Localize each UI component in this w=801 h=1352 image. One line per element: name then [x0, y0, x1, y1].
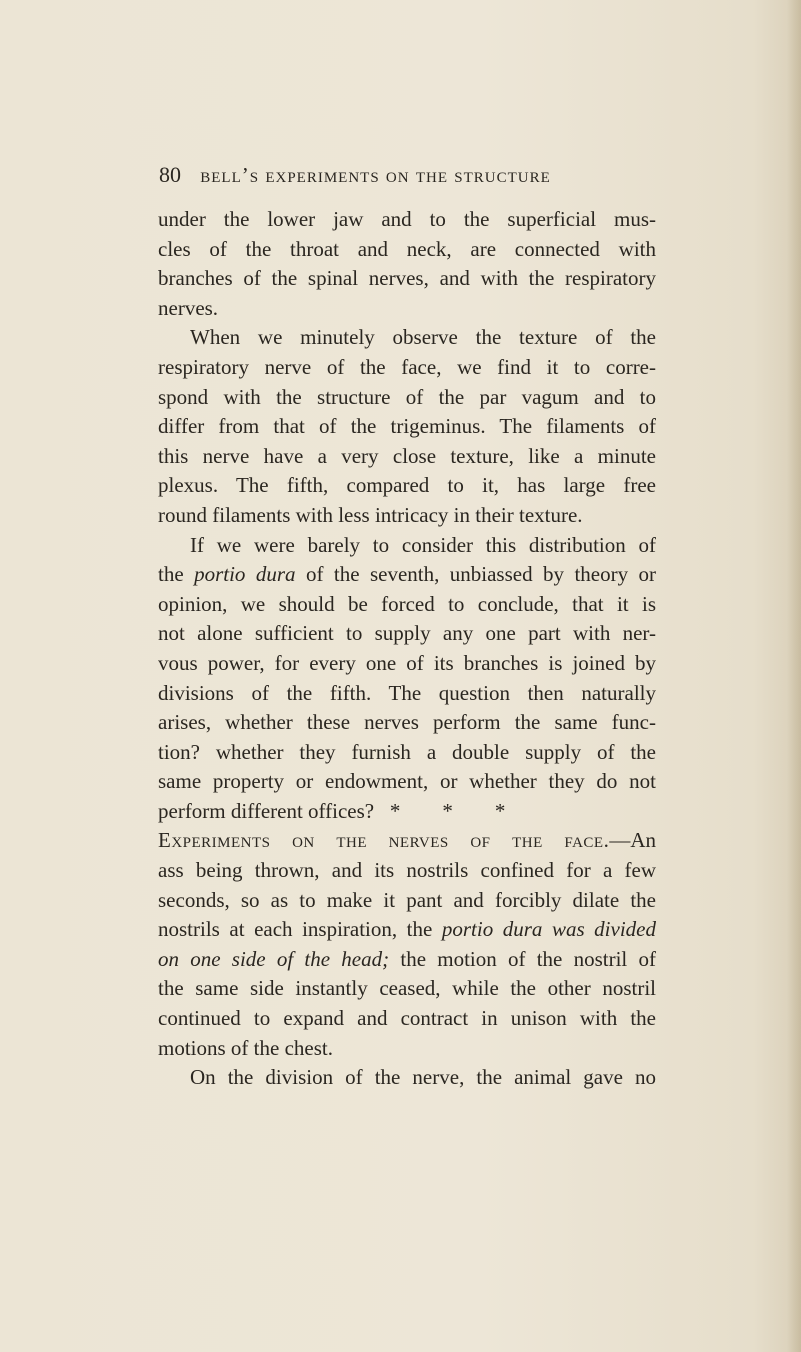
page-edge-shadow: [787, 0, 801, 1352]
text-line: opinion, we should be forced to conclude, that it is: [158, 591, 656, 616]
text-run: of the seventh, unbiassed by theory or: [295, 562, 657, 587]
text-line: [158, 945, 656, 975]
section-heading: Experiments on the nerves of the face.: [158, 828, 610, 853]
text-line: branches of the spinal nerves, and with the respiratory: [158, 266, 656, 291]
text-run: —An: [609, 828, 656, 853]
text-line: tion? whether they furnish a double supply of the: [158, 739, 656, 764]
text-line: respiratory nerve of the face, we find it to corre-: [158, 354, 656, 379]
text-line: nerves.: [158, 295, 219, 320]
text-run: perform different offices?: [158, 798, 375, 823]
text-line: spond with the structure of the par vagum and to: [158, 384, 656, 409]
text-line: arises, whether these nerves perform the same func-: [158, 710, 656, 735]
text-line: On the division of the nerve, the animal gave no: [190, 1065, 656, 1090]
text-run: the: [158, 562, 195, 587]
text-line: the same side instantly ceased, while the other nostril: [158, 976, 656, 1001]
italic-term: portio dura: [194, 562, 296, 587]
text-line: If we were barely to consider this distribution of: [190, 532, 656, 557]
text-line: this nerve have a very close texture, like a minute: [158, 443, 656, 468]
text-line: vous power, for every one of its branches is joined by: [158, 650, 656, 675]
page-number: 80: [159, 162, 181, 187]
text-line: cles of the throat and neck, are connected with: [158, 236, 656, 261]
italic-phrase: on one side of the head;: [158, 946, 390, 971]
asterisk-break: * * *: [389, 798, 506, 823]
text-line: [158, 797, 656, 827]
text-line: seconds, so as to make it pant and forcibly dilate the: [158, 887, 656, 912]
text-line: round filaments with less intricacy in their texture.: [158, 502, 583, 527]
body-text: [158, 205, 656, 1093]
text-line: motions of the chest.: [158, 1035, 333, 1060]
text-line: [158, 560, 656, 590]
text-line: divisions of the fifth. The question then naturally: [158, 680, 656, 705]
text-line: same property or endowment, or whether they do not: [158, 769, 656, 794]
text-line: under the lower jaw and to the superficial mus-: [158, 207, 656, 231]
text-line: not alone sufficient to supply any one part with ner-: [158, 621, 656, 646]
text-line: ass being thrown, and its nostrils confined for a few: [158, 858, 656, 883]
italic-phrase: portio dura was divided: [441, 917, 656, 942]
text-line: continued to expand and contract in unison with the: [158, 1006, 656, 1031]
running-title: bell’s experiments on the structure: [200, 163, 551, 187]
running-head: [159, 160, 659, 190]
text-line: [158, 915, 656, 945]
text-run: the motion of the nostril of: [389, 946, 656, 971]
text-line: differ from that of the trigeminus. The filaments of: [158, 414, 656, 439]
text-line: [158, 826, 656, 856]
text-line: plexus. The fifth, compared to it, has large free: [158, 473, 656, 498]
text-run: nostrils at each inspiration, the: [158, 917, 442, 942]
text-line: When we minutely observe the texture of the: [190, 325, 656, 350]
